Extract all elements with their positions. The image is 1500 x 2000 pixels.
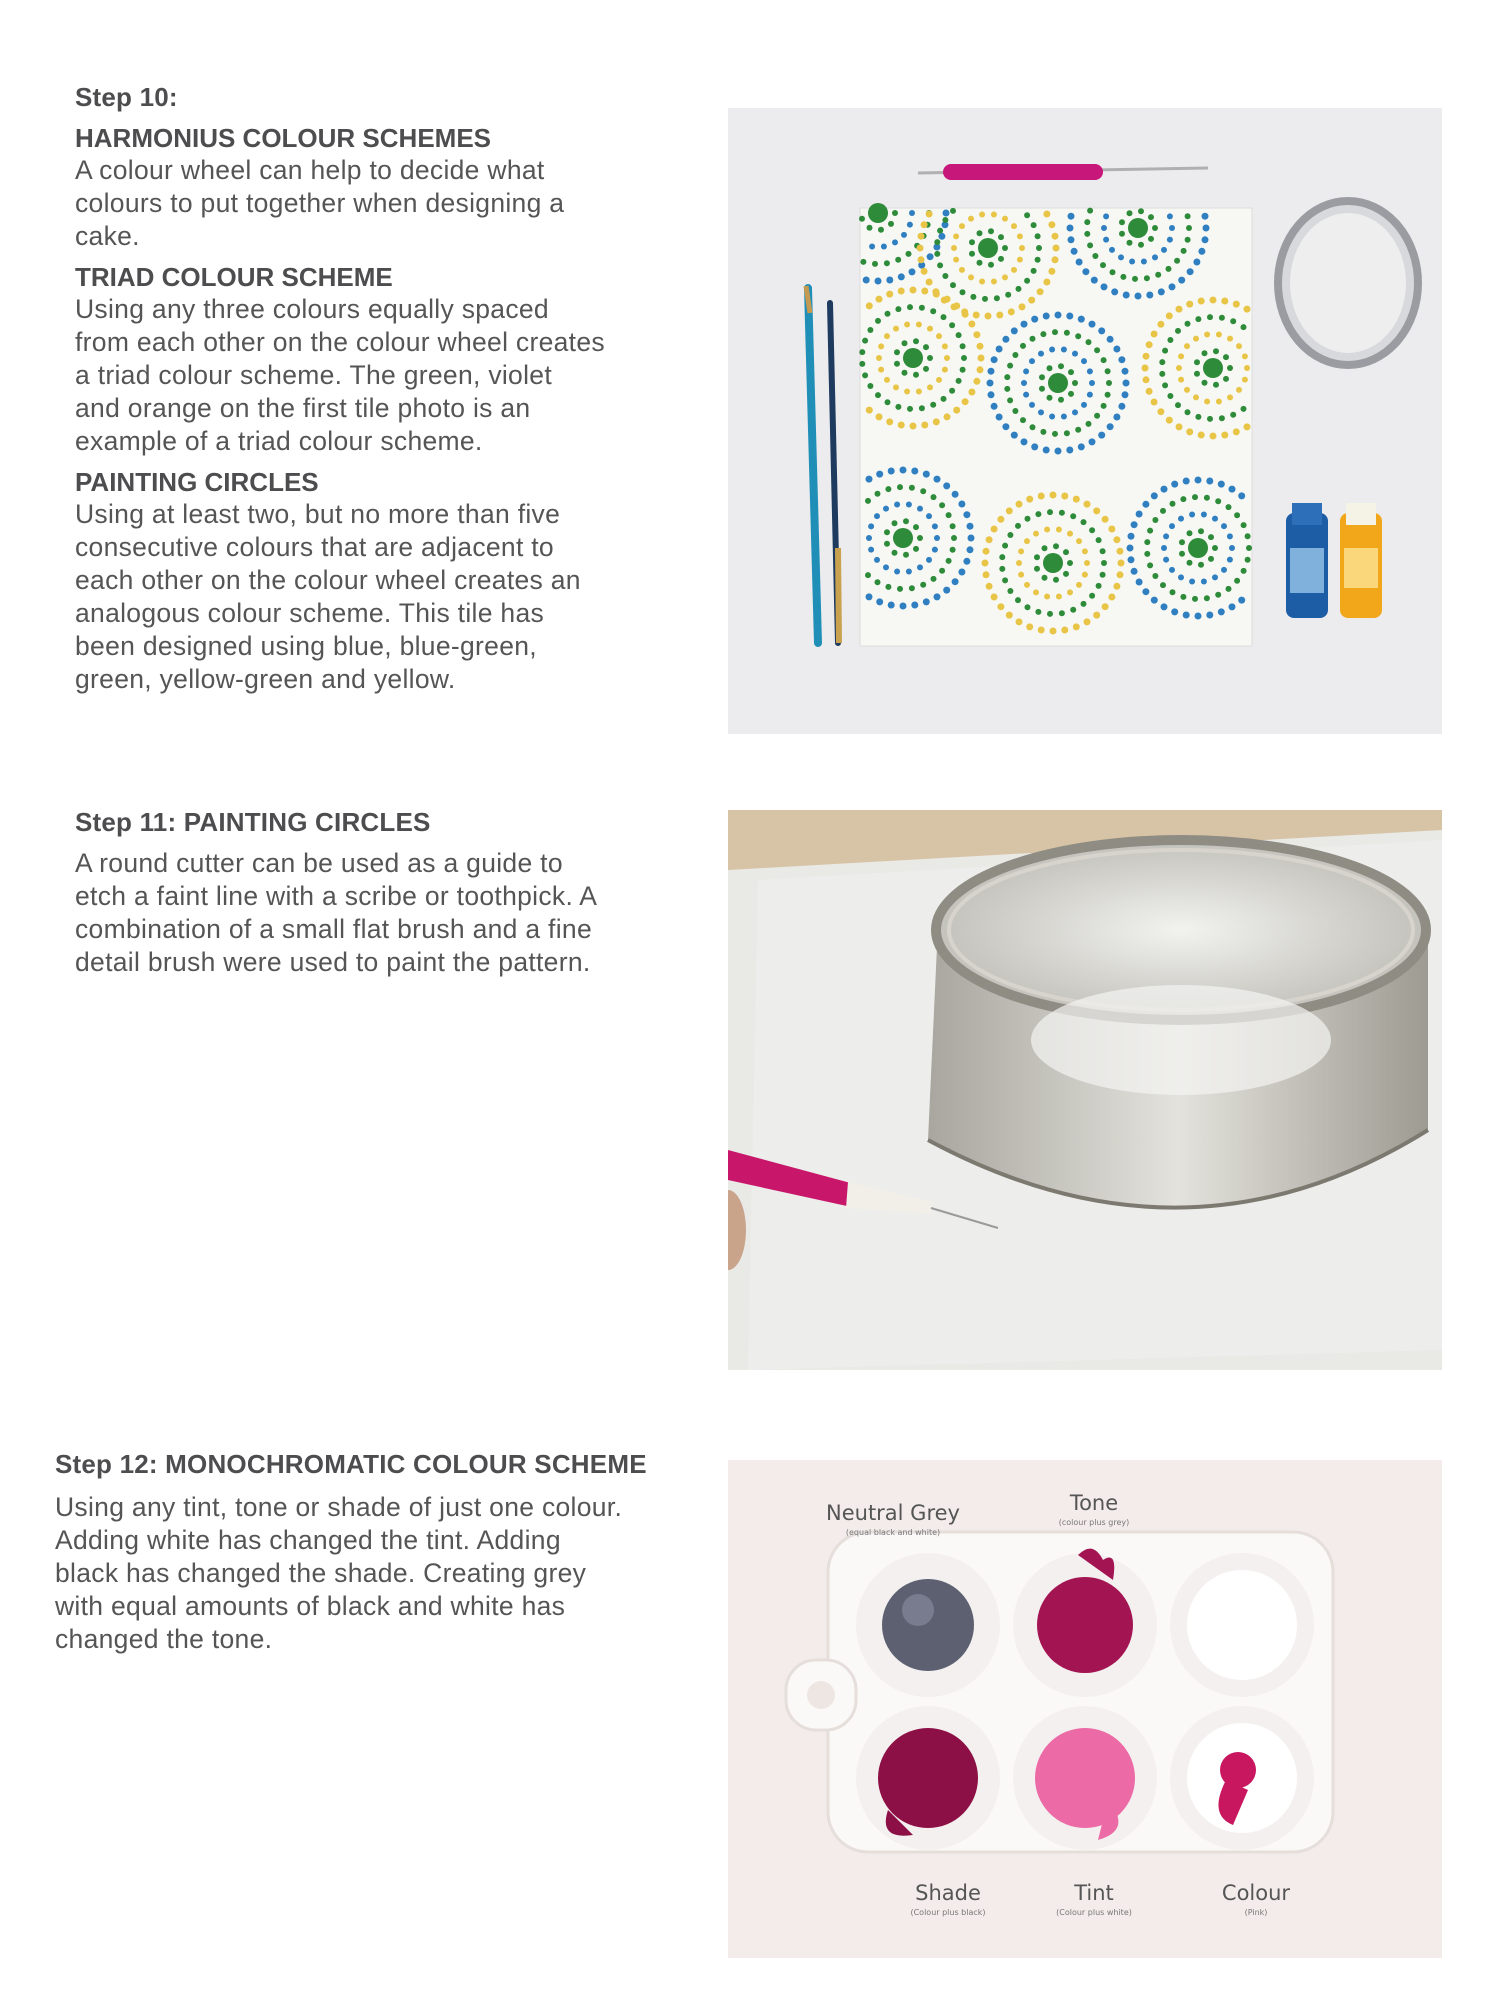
text-line: cake.	[75, 221, 140, 251]
step-12-heading: Step 12: MONOCHROMATIC COLOUR SCHEME	[55, 1449, 647, 1479]
text-line: colours to put together when designing a	[75, 188, 565, 218]
text-line: green, yellow-green and yellow.	[75, 664, 456, 694]
text-line: a triad colour scheme. The green, violet	[75, 360, 552, 390]
paint-palette-illustration	[728, 1460, 1442, 1958]
triad-heading: TRIAD COLOUR SCHEME	[75, 262, 393, 292]
painting-circles-heading: PAINTING CIRCLES	[75, 467, 319, 497]
text-line: A round cutter can be used as a guide to	[75, 848, 563, 878]
palette-note-shade: (Colour plus black)	[910, 1908, 986, 1917]
text-line: Adding white has changed the tint. Adding	[55, 1525, 561, 1555]
text-line: analogous colour scheme. This tile has	[75, 598, 545, 628]
text-line: changed the tone.	[55, 1624, 273, 1654]
palette-label-tone: Tone	[1069, 1491, 1119, 1515]
palette-label-colour: Colour	[1221, 1881, 1291, 1905]
painted-tile-illustration	[728, 108, 1442, 734]
palette-note-tone: (colour plus grey)	[1058, 1518, 1130, 1527]
text-line: etch a faint line with a scribe or toothpick. A	[75, 881, 598, 911]
step-11-text	[75, 805, 695, 979]
text-line: Using any tint, tone or shade of just one colour.	[55, 1492, 623, 1522]
text-line: with equal amounts of black and white has	[55, 1591, 566, 1621]
step-11-heading: Step 11: PAINTING CIRCLES	[75, 807, 431, 837]
palette-label-neutral-grey: Neutral Grey	[826, 1501, 960, 1525]
step-11-paragraph	[75, 847, 695, 979]
palette-label-tint: Tint	[1074, 1881, 1114, 1905]
step-12-paragraph	[55, 1491, 735, 1656]
text-line: detail brush were used to paint the pattern.	[75, 947, 591, 977]
painted-tile-photo	[728, 108, 1442, 734]
text-line: each other on the colour wheel creates an	[75, 565, 581, 595]
text-line: consecutive colours that are adjacent to	[75, 532, 554, 562]
step-12-text	[55, 1447, 735, 1656]
text-line: been designed using blue, blue-green,	[75, 631, 537, 661]
harmonious-paragraph	[75, 154, 675, 253]
step-10-text	[75, 80, 675, 696]
step-10-heading: Step 10:	[75, 82, 178, 112]
palette-note-neutral-grey: (equal black and white)	[845, 1528, 941, 1537]
palette-label-shade: Shade	[915, 1881, 981, 1905]
round-cutter-photo	[728, 810, 1442, 1370]
text-line: A colour wheel can help to decide what	[75, 155, 545, 185]
text-line: Using any three colours equally spaced	[75, 294, 549, 324]
text-line: and orange on the first tile photo is an	[75, 393, 531, 423]
text-line: combination of a small flat brush and a fine	[75, 914, 592, 944]
text-line: from each other on the colour wheel creates	[75, 327, 605, 357]
round-cutter-illustration	[728, 810, 1442, 1370]
paint-palette-photo	[728, 1460, 1442, 1958]
text-line: Using at least two, but no more than five	[75, 499, 561, 529]
palette-note-colour: (Pink)	[1244, 1908, 1268, 1917]
text-line: black has changed the shade. Creating grey	[55, 1558, 587, 1588]
palette-note-tint: (Colour plus white)	[1056, 1908, 1132, 1917]
text-line: example of a triad colour scheme.	[75, 426, 483, 456]
harmonious-heading: HARMONIUS COLOUR SCHEMES	[75, 123, 492, 153]
painting-circles-paragraph	[75, 498, 675, 696]
triad-paragraph	[75, 293, 675, 458]
